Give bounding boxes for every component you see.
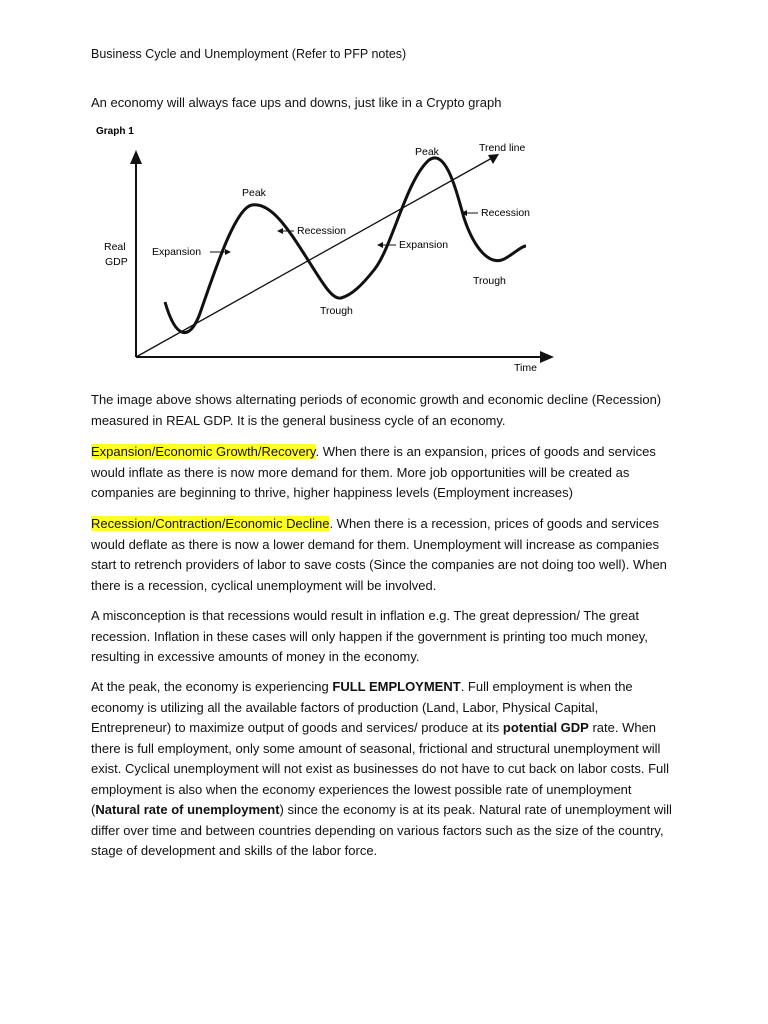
peak-label-2: Peak — [415, 146, 439, 158]
full-employment-text-g: ) since the economy is at its peak. Natural rate of unemployment will differ over time and between countries depending on various factors such as the size of the country, stage of development and skills of the labor force. — [91, 802, 672, 858]
expansion-arrowhead-2 — [377, 242, 383, 248]
recession-label-2: Recession — [481, 207, 531, 219]
trough-label-2: Trough — [473, 275, 506, 287]
full-employment-text-a: At the peak, the economy is experiencing — [91, 679, 333, 694]
x-axis-arrow — [540, 351, 554, 363]
intro-sentence: An economy will always face ups and downs, just like in a Crypto graph — [91, 95, 502, 110]
y-axis-arrow — [130, 150, 142, 164]
y-label-real: Real — [104, 241, 126, 253]
full-employment-term: FULL EMPLOYMENT — [332, 679, 461, 694]
x-label-time: Time — [514, 362, 537, 374]
full-employment-text-c: . Full employment is when the economy is utilizing all the available factors of production (Land, Labor, Physical Capital, Entrepreneur) to maximize output of goods and services/ produce at its — [91, 679, 633, 735]
trough-label-1: Trough — [320, 305, 353, 317]
paragraph-expansion — [91, 442, 681, 504]
paragraph-misconception: A misconception is that recessions would result in inflation e.g. The great depression/ The great recession. Inflation in these cases will only happen if the government is printing too much money, resulting in excessive amounts of money in the economy. — [91, 608, 648, 664]
expansion-label-1: Expansion — [152, 246, 202, 258]
paragraph-recession — [91, 514, 681, 596]
peak-label-1: Peak — [242, 187, 266, 199]
document-title: Business Cycle and Unemployment (Refer to PFP notes) — [91, 47, 407, 61]
natural-rate-term: Natural rate of unemployment — [95, 802, 280, 817]
graph-title: Graph 1 — [96, 126, 134, 137]
recession-heading: Recession/Contraction/Economic Decline — [91, 516, 330, 531]
recession-text: . When there is a recession, prices of goods and services would deflate as there is now a lower demand for them. Unemployment will increase as companies start to retrench providers of labor to save costs (Since the companies are not doing too well). When there is a recession, cyclical unemployment will be involved. — [91, 516, 667, 593]
trend-line-label: Trend line — [479, 142, 526, 154]
recession-label-1: Recession — [297, 225, 347, 237]
expansion-heading: Expansion/Economic Growth/Recovery — [91, 444, 316, 459]
full-employment-text-e: rate. When there is full employment, only some amount of seasonal, frictional and structural unemployment will exist. Cyclical unemployment will not exist as businesses do not have to cut back on labor costs. Full employment is also when the economy experiences the lowest possible rate of unemployment ( — [91, 720, 670, 817]
expansion-label-2: Expansion — [399, 239, 449, 251]
business-cycle-graph — [94, 120, 554, 380]
expansion-text: . When there is an expansion, prices of goods and services would inflate as there is now more demand for them. More job opportunities will be created as companies are beginning to thrive, higher happiness levels (Employment increases) — [91, 444, 656, 500]
paragraph-full-employment — [91, 677, 681, 862]
paragraph-cycle-description: The image above shows alternating periods of economic growth and economic decline (Recession) measured in REAL GDP. It is the general business cycle of an economy. — [91, 392, 662, 428]
y-label-gdp: GDP — [105, 256, 128, 268]
expansion-arrowhead-1 — [225, 249, 231, 255]
recession-arrowhead-1 — [277, 228, 283, 234]
potential-gdp-term: potential GDP — [502, 720, 589, 735]
